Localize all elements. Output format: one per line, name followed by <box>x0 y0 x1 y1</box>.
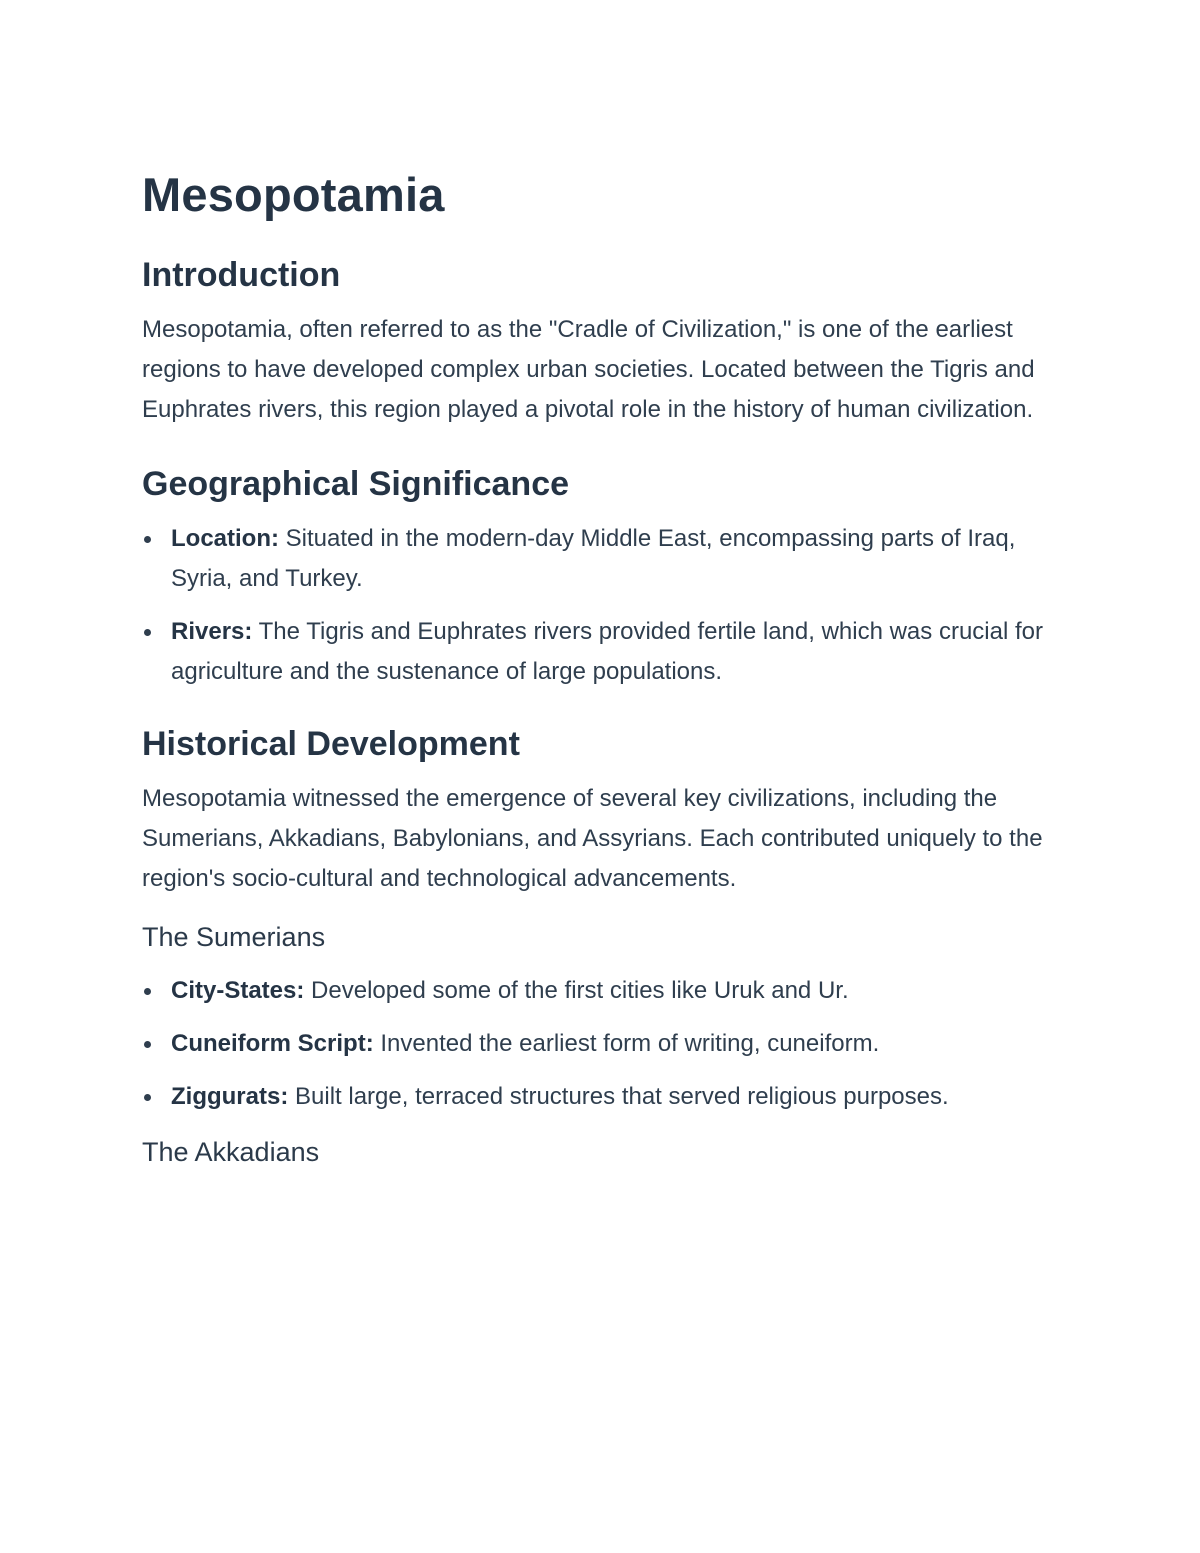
list-item-term: City-States <box>171 977 297 1004</box>
bullet-icon <box>144 629 151 636</box>
introduction-section <box>142 252 1062 430</box>
history-heading: Historical Development <box>142 725 520 763</box>
list-item-term: Cuneiform Script <box>171 1030 366 1057</box>
list-item: Ziggurats: Built large, terraced structures that served religious purposes. <box>142 1077 1062 1117</box>
geography-section <box>142 461 1062 692</box>
sumerians-list <box>142 971 1062 1117</box>
history-section <box>142 721 1062 1172</box>
bullet-icon <box>144 1041 151 1048</box>
page-title: Mesopotamia <box>142 168 445 221</box>
list-item: Cuneiform Script: Invented the earliest form of writing, cuneiform. <box>142 1024 1062 1064</box>
list-item-term: Rivers <box>171 618 245 645</box>
bullet-icon <box>144 1094 151 1101</box>
bullet-icon <box>144 988 151 995</box>
list-item-text: The Tigris and Euphrates rivers provided fertile land, which was crucial for agriculture and the sustenance of large populations. <box>171 618 1043 685</box>
geography-heading: Geographical Significance <box>142 465 570 503</box>
introduction-paragraph: Mesopotamia, often referred to as the "Cradle of Civilization," is one of the earliest regions to have developed complex urban societies. Located between the Tigris and Euphrates rivers, this region played a pivotal role in the history of human civilization. <box>142 316 1035 423</box>
introduction-heading: Introduction <box>142 256 341 294</box>
list-item-term: Ziggurats <box>171 1083 281 1110</box>
history-paragraph: Mesopotamia witnessed the emergence of several key civilizations, including the Sumerians, Akkadians, Babylonians, and Assyrians. Each contributed uniquely to the region's socio-cultural and technological advancements. <box>142 785 1043 892</box>
akkadians-heading: The Akkadians <box>142 1137 320 1167</box>
sumerians-heading: The Sumerians <box>142 922 326 952</box>
list-item-term: Location <box>171 525 271 552</box>
list-item: Rivers: The Tigris and Euphrates rivers provided fertile land, which was crucial for agriculture and the sustenance of large populations. <box>142 612 1062 692</box>
list-item-text: Invented the earliest form of writing, cuneiform. <box>380 1030 880 1057</box>
list-item-text: Developed some of the first cities like Uruk and Ur. <box>311 977 849 1004</box>
list-item: City-States: Developed some of the first cities like Uruk and Ur. <box>142 971 1062 1011</box>
list-item: Location: Situated in the modern-day Middle East, encompassing parts of Iraq, Syria, and Turkey. <box>142 519 1062 599</box>
list-item-text: Situated in the modern-day Middle East, encompassing parts of Iraq, Syria, and Turkey. <box>171 525 1016 592</box>
bullet-icon <box>144 536 151 543</box>
document-page <box>142 160 1062 1172</box>
list-item-text: Built large, terraced structures that served religious purposes. <box>295 1083 949 1110</box>
geography-list <box>142 519 1062 692</box>
